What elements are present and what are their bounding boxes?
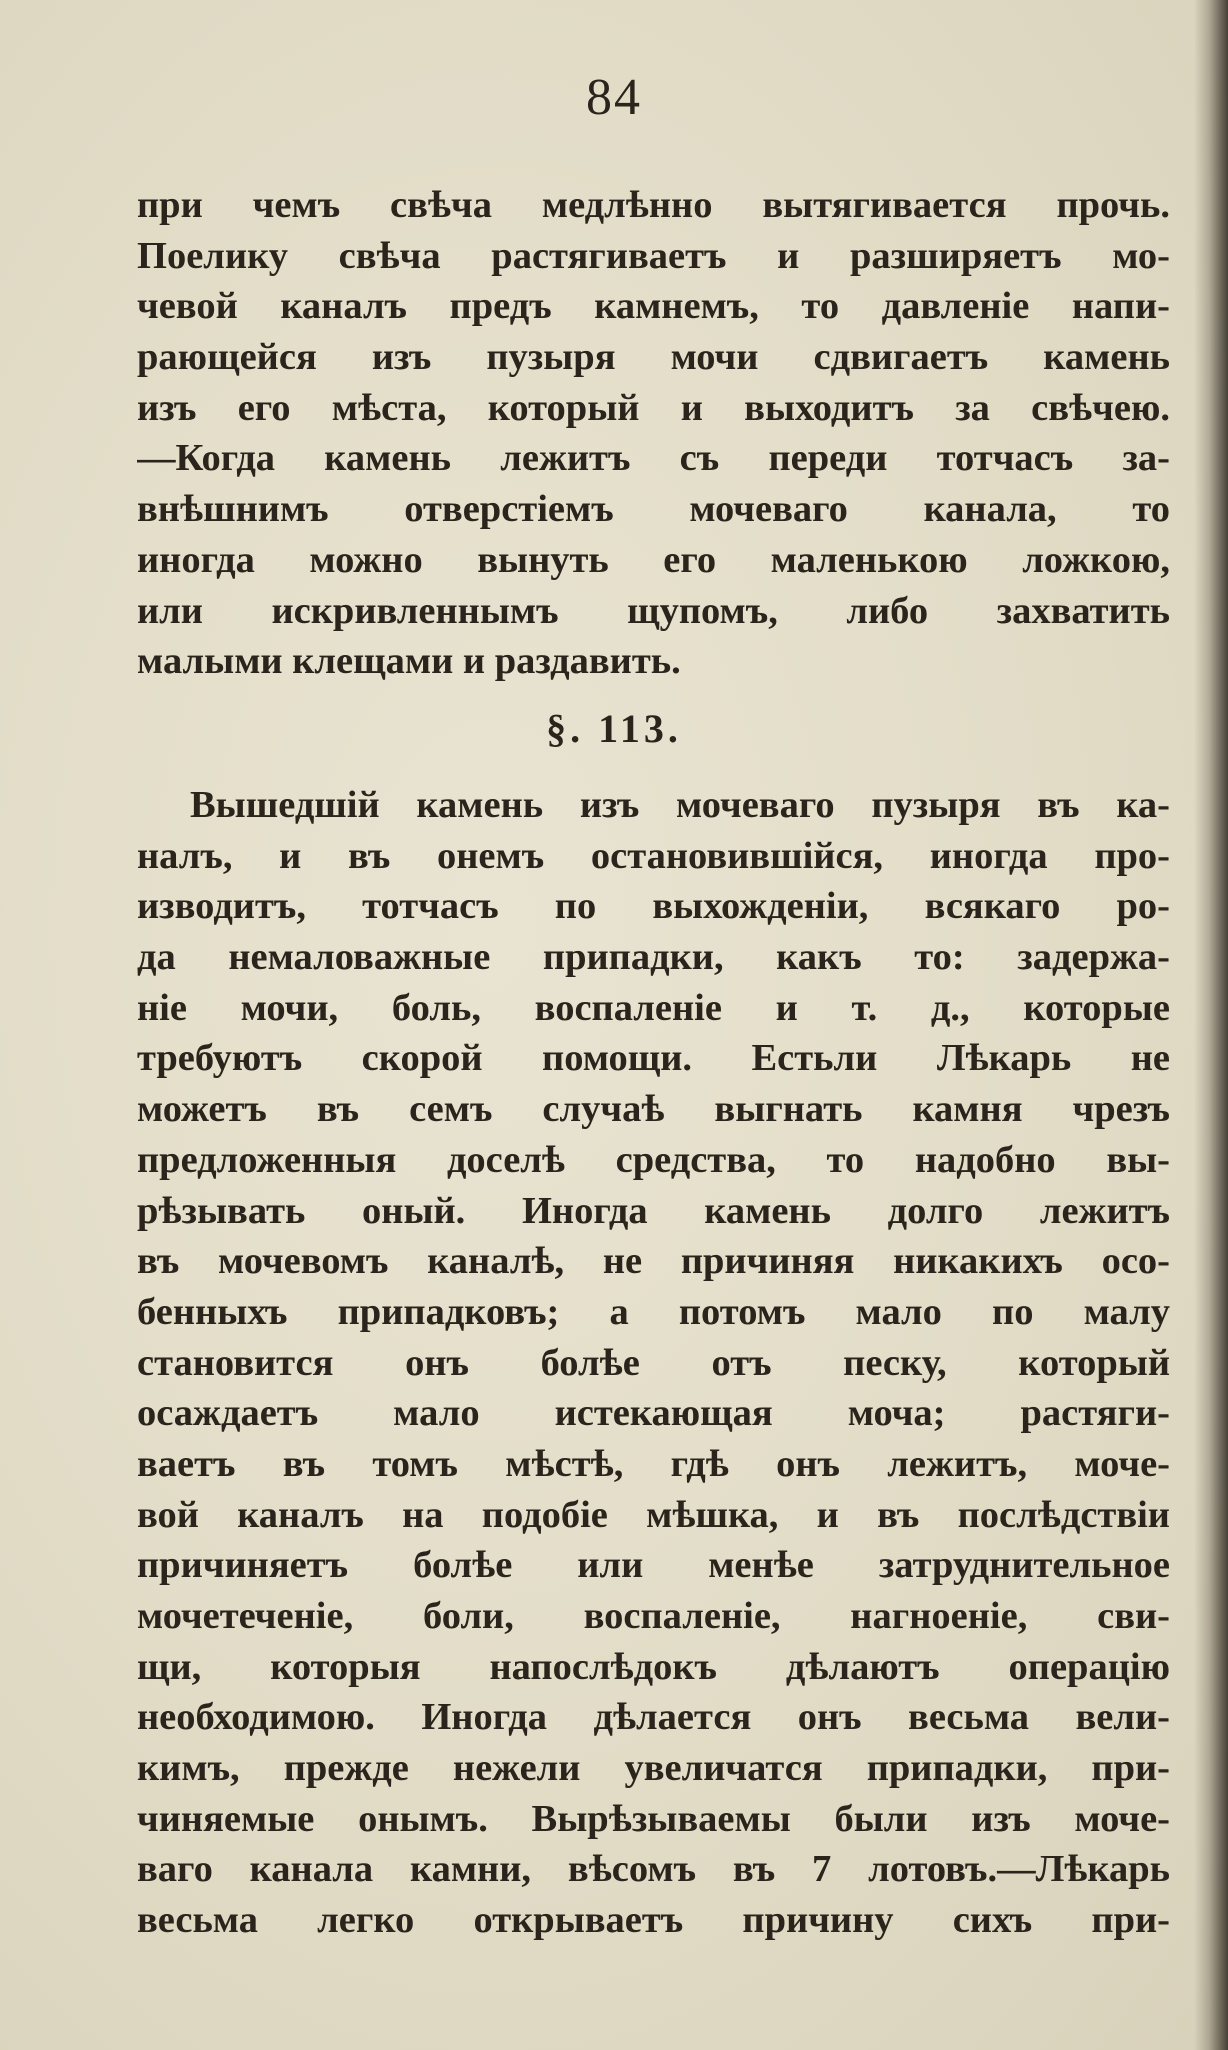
page-number: 84 [586, 69, 642, 126]
text-line: рающейся изъ пузыря мочи сдвигаетъ камень [137, 336, 1170, 379]
text-line: кимъ, прежде нежели увеличатся припадки, при- [137, 1747, 1170, 1790]
text-line: чевой каналъ предъ камнемъ, то давленіе напи- [137, 285, 1170, 328]
text-line: щи, которыя напослѣдокъ дѣлаютъ операцію [137, 1645, 1170, 1688]
text-line: изводитъ, тотчасъ по выхожденіи, всякаго ро- [137, 885, 1170, 928]
text-line: чиняемые онымъ. Вырѣзываемы были изъ моче- [137, 1797, 1170, 1840]
text-line: или искривленнымъ щупомъ, либо захватить [137, 589, 1170, 632]
text-line: необходимою. Иногда дѣлается онъ весьма вели- [137, 1696, 1170, 1739]
text-line: Вышедшій камень изъ мочеваго пузыря въ ка- [190, 784, 1170, 826]
text-line: иногда можно вынуть его маленькою ложкою, [137, 538, 1170, 581]
text-line: весьма легко открываетъ причину сихъ при- [137, 1899, 1170, 1942]
section-heading: §. 113. [546, 706, 682, 751]
text-line: ваго канала камни, вѣсомъ въ 7 лотовъ.—Лѣкарь [137, 1848, 1170, 1891]
paragraph-section-113 [137, 780, 1170, 1946]
text-line: становится онъ болѣе отъ песку, который [137, 1341, 1170, 1384]
text-line: причиняетъ болѣе или менѣе затруднительное [137, 1544, 1170, 1587]
text-line: налъ, и въ онемъ остановившійся, иногда про- [137, 834, 1170, 877]
text-line: предложенныя доселѣ средства, то надобно вы- [137, 1138, 1170, 1181]
text-line: да немаловажные припадки, какъ то: задержа- [137, 936, 1170, 979]
text-line: ніе мочи, боль, воспаленіе и т. д., которые [137, 986, 1170, 1029]
text-line: Поелику свѣча растягиваетъ и разширяетъ мо- [137, 234, 1170, 277]
text-line: можетъ въ семъ случаѣ выгнать камня чрезъ [137, 1088, 1170, 1131]
text-line: осаждаетъ мало истекающая моча; растяги- [137, 1392, 1170, 1435]
page-gutter-shadow [1194, 0, 1228, 2050]
text-line: внѣшнимъ отверстіемъ мочеваго канала, то [137, 488, 1170, 531]
text-line: ваетъ въ томъ мѣстѣ, гдѣ онъ лежитъ, моче- [137, 1442, 1170, 1485]
paragraph-continued [137, 180, 1170, 687]
text-line: —Когда камень лежитъ съ переди тотчасъ за- [137, 437, 1170, 480]
text-line: мочетеченіе, боли, воспаленіе, нагноеніе, сви- [137, 1595, 1170, 1637]
text-line: бенныхъ припадковъ; а потомъ мало по малу [137, 1290, 1170, 1333]
text-line: въ мочевомъ каналѣ, не причиняя никакихъ осо- [137, 1240, 1170, 1283]
text-line: при чемъ свѣча медлѣнно вытягивается прочь. [137, 184, 1170, 226]
text-line: вой каналъ на подобіе мѣшка, и въ послѣдствіи [137, 1493, 1170, 1536]
text-line: изъ его мѣста, который и выходитъ за свѣчею. [137, 386, 1170, 429]
text-line: требуютъ скорой помощи. Естьли Лѣкарь не [137, 1037, 1170, 1080]
text-line: малыми клещами и раздавить. [137, 640, 681, 683]
text-line: рѣзывать оный. Иногда камень долго лежитъ [137, 1189, 1170, 1232]
